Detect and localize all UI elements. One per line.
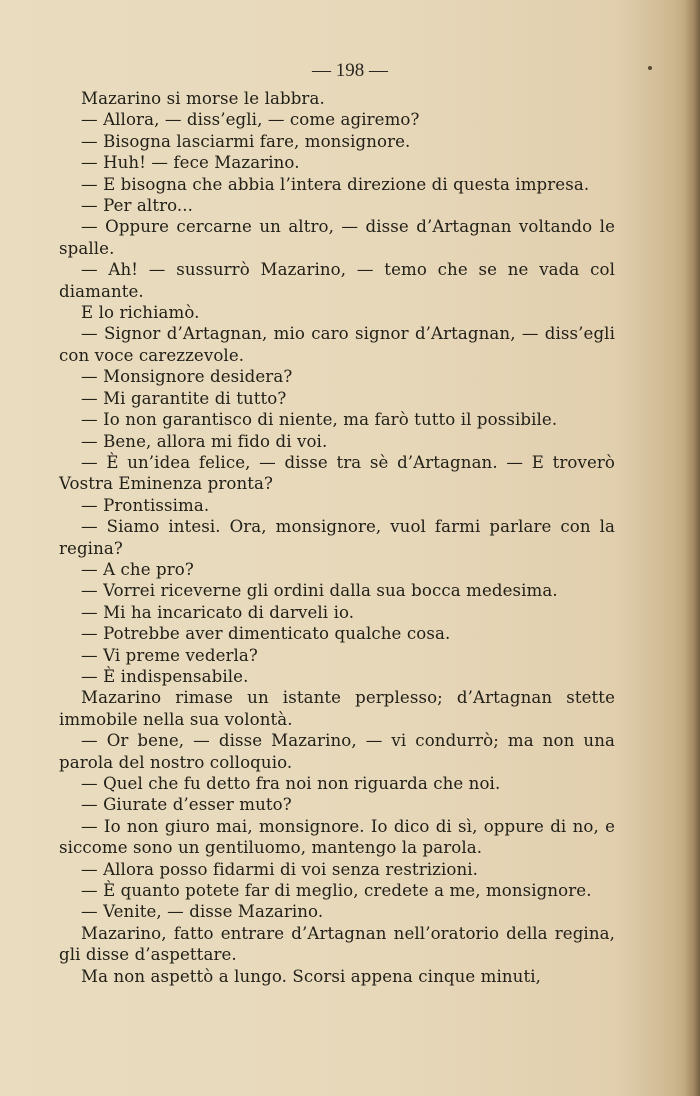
paragraph: — Potrebbe aver dimenticato qualche cosa. bbox=[81, 624, 451, 644]
paragraph: E lo richiamò. bbox=[81, 303, 200, 323]
paragraph: — Monsignore desidera? bbox=[81, 367, 293, 387]
paragraph: Mazarino rimase un istante perplesso; d’Artagnan stette immobile nella sua volontà. bbox=[59, 688, 615, 729]
page-number: — 198 — bbox=[312, 60, 388, 81]
paragraph: — E bisogna che abbia l’intera direzione di questa impresa. bbox=[81, 174, 590, 194]
paragraph: — Ah! — sussurrò Mazarino, — temo che se ne vada col diamante. bbox=[59, 260, 615, 301]
paragraph: — Allora posso fidarmi di voi senza restrizioni. bbox=[81, 859, 479, 879]
paragraph: Mazarino, fatto entrare d’Artagnan nell’oratorio della regina, gli disse d’aspettare. bbox=[59, 923, 615, 965]
paragraph: — Io non garantisco di niente, ma farò tutto il possibile. bbox=[81, 410, 558, 430]
paragraph: — Signor d’Artagnan, mio caro signor d’Artagnan, — diss’egli con voce carezzevole. bbox=[59, 324, 615, 365]
paragraph: — Siamo intesi. Ora, monsignore, vuol farmi parlare con la regina? bbox=[59, 517, 615, 558]
paragraph: — Bisogna lasciarmi fare, monsignore. bbox=[81, 131, 411, 151]
paragraph: — Io non giuro mai, monsignore. Io dico di sì, oppure di no, e siccome sono un gentiluomo, mantengo la parola. bbox=[59, 816, 615, 858]
paragraph: — Mi garantite di tutto? bbox=[81, 388, 287, 408]
paragraph: — Mi ha incaricato di darveli io. bbox=[81, 602, 355, 622]
paragraph: — Quel che fu detto fra noi non riguarda che noi. bbox=[81, 774, 501, 793]
paragraph: — Oppure cercarne un altro, — disse d’Artagnan voltando le spalle. bbox=[59, 217, 615, 258]
paragraph: — Huh! — fece Mazarino. bbox=[81, 153, 300, 173]
paragraph: — Vi preme vederla? bbox=[81, 645, 258, 665]
paragraph: — Per altro... bbox=[81, 196, 194, 216]
paragraph: — Or bene, — disse Mazarino, — vi condurrò; ma non una parola del nostro colloquio. bbox=[59, 731, 615, 772]
paragraph: — Giurate d’esser muto? bbox=[81, 795, 292, 815]
paragraph: — Prontissima. bbox=[81, 495, 210, 515]
paragraph: — Venite, — disse Mazarino. bbox=[81, 902, 324, 922]
paragraph: Mazarino si morse le labbra. bbox=[81, 89, 325, 108]
paragraph: — A che pro? bbox=[81, 559, 194, 579]
paragraph: — È un’idea felice, — disse tra sè d’Artagnan. — E troverò Vostra Eminenza pronta? bbox=[59, 452, 615, 494]
paragraph: — Vorrei riceverne gli ordini dalla sua bocca medesima. bbox=[81, 581, 558, 601]
paragraph: — Bene, allora mi fido di voi. bbox=[81, 431, 328, 451]
paragraph: — È quanto potete far di meglio, credete a me, monsignore. bbox=[81, 881, 592, 901]
paragraph: Ma non aspettò a lungo. Scorsi appena cinque minuti, bbox=[81, 966, 542, 986]
body-text bbox=[59, 88, 615, 987]
paragraph: — È indispensabile. bbox=[81, 666, 249, 686]
paragraph: — Allora, — diss’egli, — come agiremo? bbox=[81, 110, 420, 130]
